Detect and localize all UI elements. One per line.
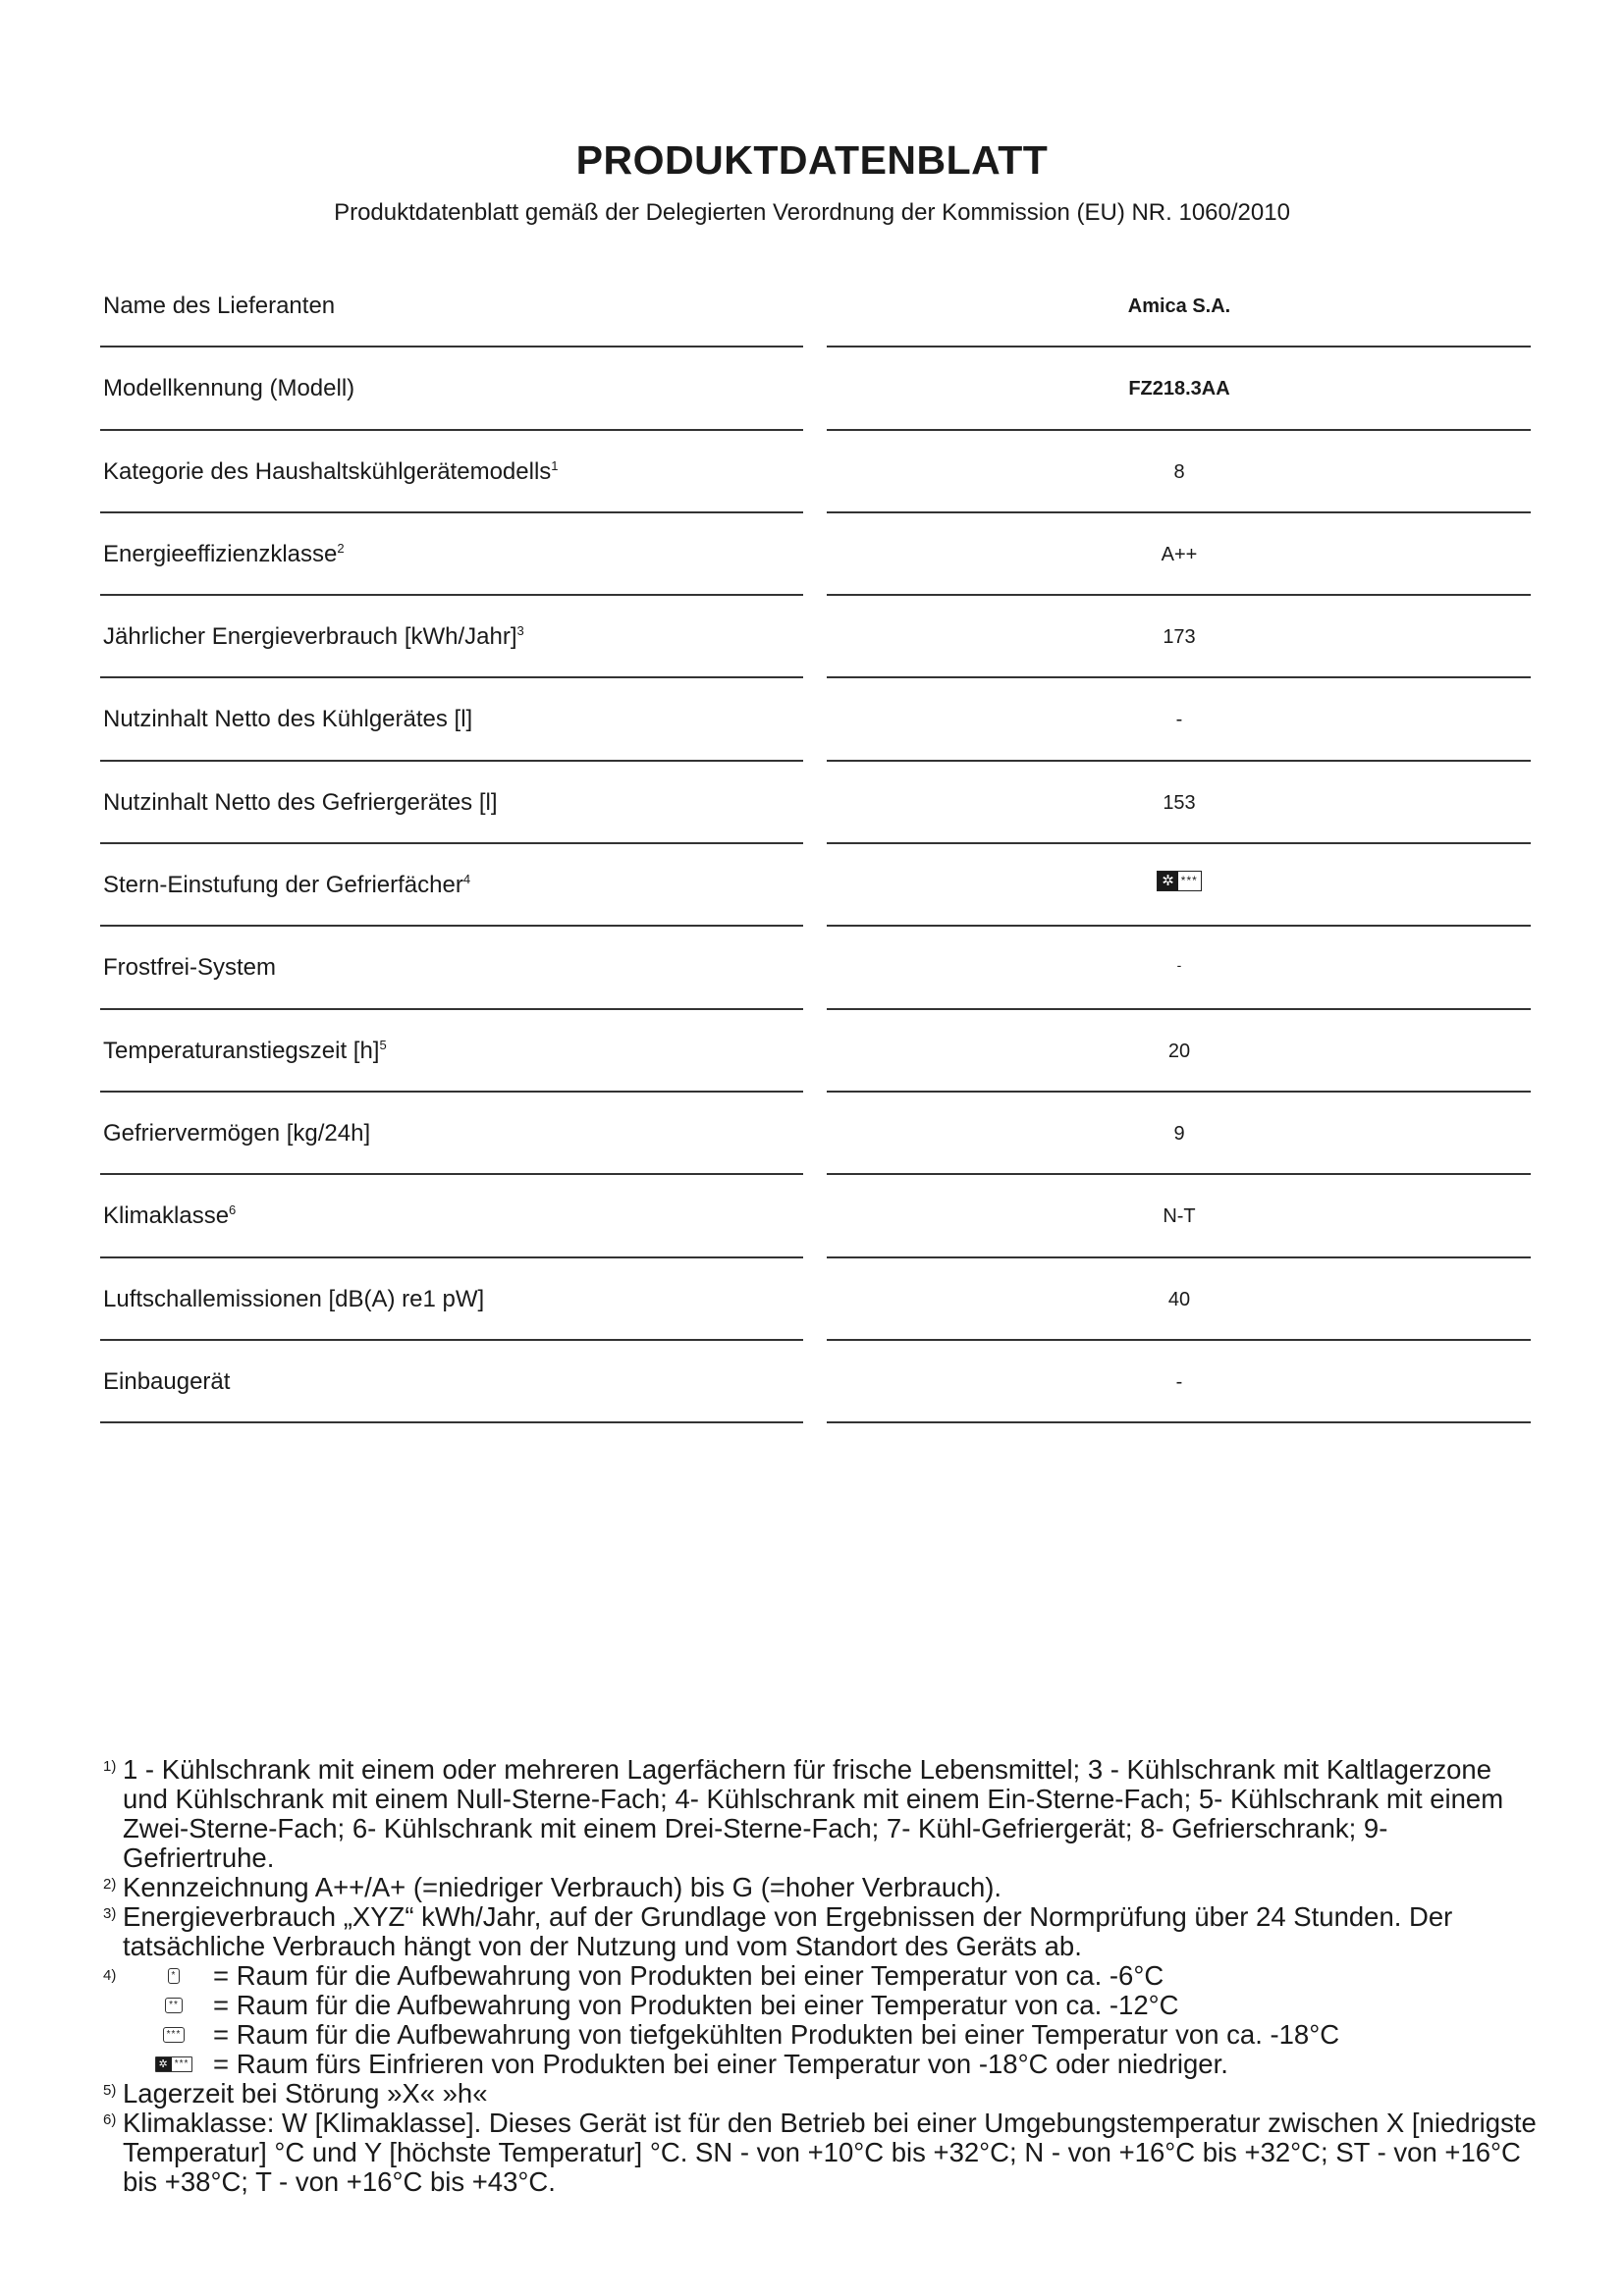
table-row-freezer-volume — [0, 762, 1624, 844]
row-value: - — [1175, 1370, 1183, 1393]
row-label — [103, 1202, 236, 1230]
row-label — [103, 623, 524, 651]
table-row-temp-rise — [0, 1010, 1624, 1093]
row-label — [103, 706, 472, 733]
label-text: Klimaklasse — [103, 1202, 230, 1230]
footnote-text: Lagerzeit bei Störung »X« »h« — [123, 2078, 488, 2109]
row-value: - — [1176, 957, 1182, 974]
symbol-cell — [135, 2027, 213, 2043]
footnote-4-line — [103, 2050, 1537, 2079]
table-row-model — [0, 347, 1624, 430]
row-label — [103, 789, 498, 817]
footnote-text: Energieverbrauch „XYZ“ kWh/Jahr, auf der Grundlage von Ergebnissen der Normprüfung über 24 Stunden. Der tatsächliche Verbrauch hängt von der Nutzung und vom Standort des Geräts ab. — [123, 1901, 1453, 1961]
row-label — [103, 1368, 230, 1396]
row-label — [103, 458, 559, 486]
table-row-built-in — [0, 1341, 1624, 1423]
footnote-5 — [103, 2079, 1537, 2109]
row-label — [103, 293, 335, 320]
footnote-ref: 1 — [551, 457, 559, 473]
label-text: Gefriervermögen [kg/24h] — [103, 1119, 371, 1147]
divider — [827, 1421, 1531, 1423]
footnote-ref: 2 — [337, 540, 345, 556]
four-star-freezer-icon — [1157, 871, 1202, 891]
footnote-6 — [103, 2109, 1537, 2197]
row-value: A++ — [1161, 543, 1198, 565]
row-value: Amica S.A. — [1127, 295, 1231, 317]
footnote-number: 1) — [103, 1758, 117, 1775]
row-label — [103, 954, 276, 982]
row-label — [103, 1286, 484, 1313]
label-text: Stern-Einstufung der Gefrierfächer — [103, 872, 463, 899]
footnote-4-line — [103, 2020, 1537, 2050]
footnote-number: 6) — [103, 2111, 117, 2128]
footnote-number: 4) — [103, 1967, 117, 1984]
footnote-number: 2) — [103, 1876, 117, 1893]
row-value: 8 — [1173, 460, 1185, 483]
label-text: Nutzinhalt Netto des Kühlgerätes [l] — [103, 706, 473, 733]
label-text: Frostfrei-System — [103, 954, 277, 982]
footnote-text: = Raum fürs Einfrieren von Produkten bei einer Temperatur von -18°C oder niedriger. — [213, 2049, 1228, 2079]
footnote-number: 3) — [103, 1905, 117, 1922]
page-subtitle: Produktdatenblatt gemäß der Delegierten Verordnung der Kommission (EU) NR. 1060/2010 — [334, 199, 1290, 226]
row-value — [1023, 870, 1335, 892]
row-label — [103, 1038, 387, 1065]
footnote-1 — [103, 1755, 1537, 1873]
label-text: Modellkennung (Modell) — [103, 375, 355, 402]
stars-icon: *** — [1180, 874, 1198, 888]
footnote-text: = Raum für die Aufbewahrung von Produkten bei einer Temperatur von ca. -6°C — [213, 1960, 1164, 1991]
footnote-4-line — [103, 1991, 1537, 2020]
table-row-star-rating — [0, 844, 1624, 927]
page-title: PRODUKTDATENBLATT — [575, 137, 1049, 183]
table-row-category — [0, 431, 1624, 513]
table-row-freezing-capacity — [0, 1093, 1624, 1175]
row-label — [103, 541, 345, 568]
footnote-text: Klimaklasse: W [Klimaklasse]. Dieses Gerät ist für den Betrieb bei einer Umgebungstemperatur zwischen X [niedrigste Temperatur] °C und Y [höchste Temperatur] °C. SN - von +10°C bis +32°C; N - von +16°C bis +32°C; ST - von +16°C bis +38°C; T - von +16°C bis +43°C. — [123, 2108, 1537, 2197]
three-star-icon: *** — [163, 2027, 186, 2043]
snowflake-icon: ✲ — [156, 2057, 172, 2071]
snowflake-icon: ✲ — [1158, 872, 1178, 890]
table-row-frost-free — [0, 927, 1624, 1009]
row-label — [103, 872, 470, 899]
data-table — [0, 265, 1624, 1423]
row-label — [103, 375, 354, 402]
table-row-energy-class — [0, 513, 1624, 596]
table-row-noise — [0, 1258, 1624, 1341]
footnote-ref: 5 — [379, 1037, 387, 1052]
symbol-cell — [135, 1998, 213, 2013]
row-value: FZ218.3AA — [1128, 378, 1230, 400]
four-star-icon — [155, 2056, 193, 2072]
footnote-text: = Raum für die Aufbewahrung von Produkten bei einer Temperatur von ca. -12°C — [213, 1990, 1179, 2020]
row-value: 40 — [1167, 1288, 1191, 1310]
footnote-text: = Raum für die Aufbewahrung von tiefgekühlten Produkten bei einer Temperatur von ca. -18°C — [213, 2019, 1340, 2050]
footnote-text: Kennzeichnung A++/A+ (=niedriger Verbrauch) bis G (=hoher Verbrauch). — [123, 1872, 1002, 1902]
label-text: Luftschallemissionen [dB(A) re1 pW] — [103, 1285, 485, 1312]
footnote-4-line — [103, 1961, 1537, 1991]
row-value: 153 — [1163, 791, 1196, 814]
label-text: Jährlicher Energieverbrauch [kWh/Jahr] — [103, 623, 517, 651]
row-value: N-T — [1163, 1205, 1196, 1228]
row-value: 173 — [1163, 626, 1196, 649]
label-text: Kategorie des Haushaltskühlgerätemodells — [103, 457, 552, 485]
row-value: - — [1175, 709, 1183, 731]
row-label — [103, 1120, 370, 1148]
footnote-ref: 4 — [462, 872, 471, 887]
footnote-3 — [103, 1902, 1537, 1961]
symbol-cell — [135, 2056, 213, 2072]
one-star-icon: * — [168, 1968, 181, 1984]
footnotes — [103, 1755, 1537, 2197]
label-text: Einbaugerät — [103, 1367, 231, 1395]
footnote-ref: 3 — [516, 623, 524, 639]
label-text: Name des Lieferanten — [103, 293, 336, 319]
row-value: 20 — [1167, 1040, 1191, 1062]
symbol-cell — [135, 1968, 213, 1984]
two-star-icon: ** — [165, 1998, 183, 2013]
label-text: Energieeffizienzklasse — [103, 540, 338, 567]
footnote-ref: 6 — [229, 1202, 237, 1218]
table-row-climate-class — [0, 1175, 1624, 1257]
table-row-supplier — [0, 265, 1624, 347]
label-text: Nutzinhalt Netto des Gefriergerätes [l] — [103, 788, 498, 816]
footnote-2 — [103, 1873, 1537, 1902]
table-row-fridge-volume — [0, 678, 1624, 761]
divider — [100, 1421, 803, 1423]
row-value: 9 — [1173, 1122, 1185, 1145]
footnote-text: 1 - Kühlschrank mit einem oder mehreren Lagerfächern für frische Lebensmittel; 3 - Kühlschrank mit Kaltlagerzone und Kühlschrank mit einem Null-Sterne-Fach; 4- Kühlschrank mit einem Ein-Sterne-Fach; 5- Kühlschrank mit einem Zwei-Sterne-Fach; 6- Kühlschrank mit einem Drei-Sterne-Fach; 7- Kühl-Gefriergerät; 8- Gefrierschrank; 9- Gefriertruhe. — [123, 1754, 1504, 1873]
label-text: Temperaturanstiegszeit [h] — [103, 1037, 380, 1064]
footnote-number: 5) — [103, 2082, 117, 2099]
footnote-4 — [103, 1961, 1537, 2079]
stars-icon: *** — [174, 2058, 189, 2069]
table-row-annual-energy — [0, 596, 1624, 678]
